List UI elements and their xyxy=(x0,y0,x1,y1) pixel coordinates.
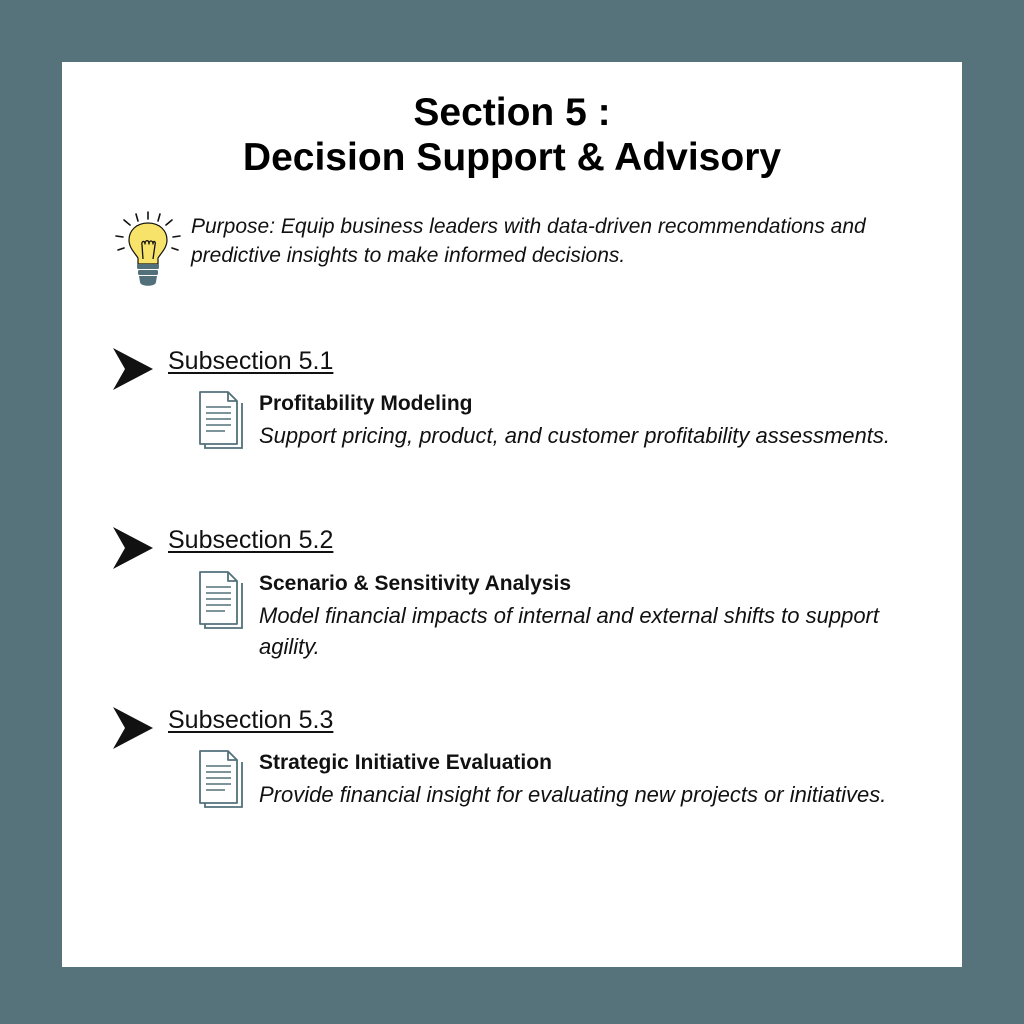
arrow-right-icon xyxy=(112,347,154,391)
arrow-right-icon xyxy=(112,526,154,570)
page-title-line-2: Decision Support & Advisory xyxy=(242,136,782,179)
subsection-label-5-3: Subsection 5.3 xyxy=(168,706,334,734)
subsection-title-5-1: Profitability Modeling xyxy=(259,392,473,415)
content-card xyxy=(62,62,962,967)
subsection-label-5-2: Subsection 5.2 xyxy=(168,526,334,554)
subsection-description-5-1: Support pricing, product, and customer profitability assessments. xyxy=(259,423,890,448)
arrow-right-icon xyxy=(112,706,154,750)
purpose-text: Purpose: Equip business leaders with data-driven recommendations and predictive insights to make informed decisions. xyxy=(191,215,866,267)
page-title xyxy=(62,90,962,180)
page-title-line-1: Section 5 : xyxy=(413,91,611,134)
subsection-label-5-1: Subsection 5.1 xyxy=(168,347,334,375)
subsection-title-5-2: Scenario & Sensitivity Analysis xyxy=(259,572,572,595)
subsection-title-5-3: Strategic Initiative Evaluation xyxy=(259,751,552,774)
subsection-description-5-3: Provide financial insight for evaluating new projects or initiatives. xyxy=(259,782,887,807)
document-icon xyxy=(198,749,246,811)
subsection-description-5-2: Model financial impacts of internal and external shifts to support agility. xyxy=(259,603,879,659)
document-icon xyxy=(198,390,246,452)
document-icon xyxy=(198,570,246,632)
lightbulb-icon xyxy=(112,210,182,292)
